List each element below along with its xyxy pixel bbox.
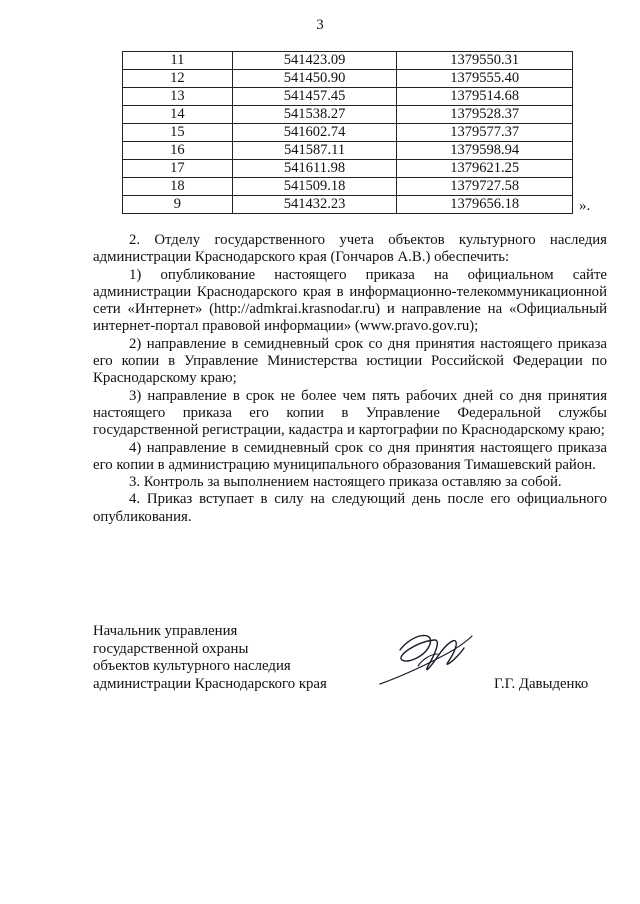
page-number: 3 — [316, 17, 324, 33]
point-number-cell: 14 — [123, 106, 233, 124]
order-body — [93, 232, 607, 526]
y-coordinate-cell: 1379656.18 — [397, 196, 573, 214]
x-coordinate-cell: 541611.98 — [232, 160, 397, 178]
point-number-cell: 15 — [123, 124, 233, 142]
y-coordinate-cell: 1379528.37 — [397, 106, 573, 124]
paragraph-sub-2: 2) направление в семидневный срок со дня принятия настоящего приказа его копии в Управление Министерства юстиции Российской Федерации по Краснодарскому краю; — [93, 335, 607, 387]
paragraph-item-4: 4. Приказ вступает в силу на следующий день после его официального опубликования. — [93, 491, 607, 525]
table-row — [123, 88, 573, 106]
table-row — [123, 178, 573, 196]
x-coordinate-cell: 541432.23 — [232, 196, 397, 214]
x-coordinate-cell: 541538.27 — [232, 106, 397, 124]
y-coordinate-cell: 1379555.40 — [397, 70, 573, 88]
x-coordinate-cell: 541457.45 — [232, 88, 397, 106]
paragraph-item-2: 2. Отделу государственного учета объектов культурного наследия администрации Краснодарского края (Гончаров А.В.) обеспечить: — [93, 232, 607, 266]
point-number-cell: 12 — [123, 70, 233, 88]
paragraph-sub-1: 1) опубликование настоящего приказа на официальном сайте администрации Краснодарского края в информационно-телекоммуникационной сети «Интернет» (http://admkrai.krasnodar.ru) и направление на «Официальный интернет-портал правовой информации» (www.pravo.gov.ru); — [93, 266, 607, 335]
signer-title — [93, 623, 327, 693]
x-coordinate-cell: 541509.18 — [232, 178, 397, 196]
table-row — [123, 52, 573, 70]
table-row — [123, 196, 573, 214]
signer-title-line: государственной охраны — [93, 640, 249, 657]
x-coordinate-cell: 541587.11 — [232, 142, 397, 160]
y-coordinate-cell: 1379577.37 — [397, 124, 573, 142]
y-coordinate-cell: 1379550.31 — [397, 52, 573, 70]
paragraph-sub-4: 4) направление в семидневный срок со дня принятия настоящего приказа его копии в администрацию муниципального образования Тимашевский район. — [93, 439, 607, 473]
point-number-cell: 16 — [123, 142, 233, 160]
table-row — [123, 70, 573, 88]
y-coordinate-cell: 1379621.25 — [397, 160, 573, 178]
x-coordinate-cell: 541602.74 — [232, 124, 397, 142]
table-row — [123, 160, 573, 178]
coordinates-table-body — [123, 52, 573, 214]
point-number-cell: 9 — [123, 196, 233, 214]
x-coordinate-cell: 541450.90 — [232, 70, 397, 88]
signer-title-line: Начальник управления — [93, 623, 238, 639]
point-number-cell: 11 — [123, 52, 233, 70]
table-row — [123, 142, 573, 160]
table-row — [123, 124, 573, 142]
paragraph-sub-3: 3) направление в срок не более чем пять рабочих дней со дня принятия настоящего приказа его копии в Управление Федеральной службы государственной регистрации, кадастра и картографии по Краснодарскому краю; — [93, 387, 607, 439]
table-row — [123, 106, 573, 124]
signer-title-line: объектов культурного наследия — [93, 658, 291, 674]
paragraph-item-3: 3. Контроль за выполнением настоящего приказа оставляю за собой. — [129, 474, 562, 491]
point-number-cell: 17 — [123, 160, 233, 178]
y-coordinate-cell: 1379727.58 — [397, 178, 573, 196]
handwritten-signature — [372, 620, 482, 695]
y-coordinate-cell: 1379514.68 — [397, 88, 573, 106]
y-coordinate-cell: 1379598.94 — [397, 142, 573, 160]
point-number-cell: 18 — [123, 178, 233, 196]
x-coordinate-cell: 541423.09 — [232, 52, 397, 70]
point-number-cell: 13 — [123, 88, 233, 106]
closing-quote: ». — [579, 198, 591, 214]
coordinates-table — [122, 51, 573, 214]
signer-title-line: администрации Краснодарского края — [93, 675, 327, 692]
signer-name: Г.Г. Давыденко — [494, 676, 589, 692]
